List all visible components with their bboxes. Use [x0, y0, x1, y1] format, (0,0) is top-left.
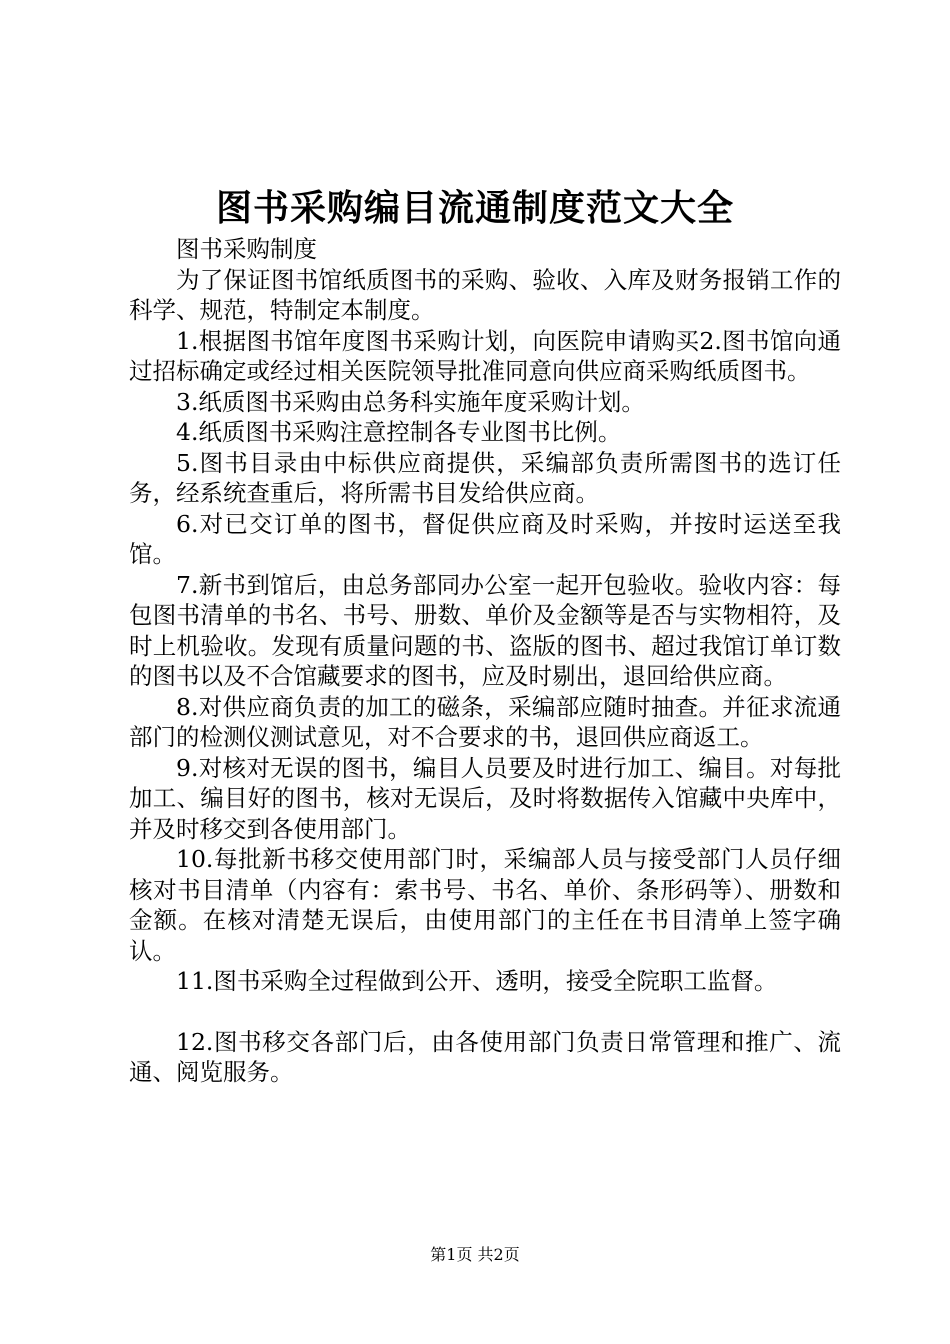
paragraph-item-7: 7.新书到馆后，由总务部同办公室一起开包验收。验收内容：每包图书清单的书名、书号、册数、单价及金额等是否与实物相符，及时上机验收。发现有质量问题的书、盗版的图书、超过我馆订单订数的图书以及不合馆藏要求的图书，应及时剔出，退回给供应商。 [129, 570, 841, 690]
paragraph-item-8: 8.对供应商负责的加工的磁条，采编部应随时抽查。并征求流通部门的检测仪测试意见，对不合要求的书，退回供应商返工。 [129, 692, 841, 751]
document-body [129, 234, 841, 1088]
paragraph-item-11: 11.图书采购全过程做到公开、透明，接受全院职工监督。 [176, 967, 778, 995]
page-number-footer: 第1页 共2页 [430, 1245, 520, 1264]
document-title: 图书采购编目流通制度范文大全 [215, 187, 734, 229]
paragraph-item-3: 3.纸质图书采购由总务科实施年度采购计划。 [176, 387, 645, 416]
paragraph-item-9: 9.对核对无误的图书，编目人员要及时进行加工、编目。对每批加工、编目好的图书，核对无误后，及时将数据传入馆藏中央库中，并及时移交到各使用部门。 [129, 753, 841, 843]
paragraph-item-5: 5.图书目录由中标供应商提供，采编部负责所需图书的选订任务，经系统查重后，将所需书目发给供应商。 [129, 448, 841, 507]
paragraph-item-1-2: 1.根据图书馆年度图书采购计划，向医院申请购买2.图书馆向通过招标确定或经过相关医院领导批准同意向供应商采购纸质图书。 [129, 326, 841, 385]
paragraph-intro: 为了保证图书馆纸质图书的采购、验收、入库及财务报销工作的科学、规范，特制定本制度。 [129, 265, 841, 324]
paragraph-item-10: 10.每批新书移交使用部门时，采编部人员与接受部门人员仔细核对书目清单（内容有：索书号、书名、单价、条形码等）、册数和金额。在核对清楚无误后，由使用部门的主任在书目清单上签字确认。 [129, 845, 841, 965]
paragraph-heading: 图书采购制度 [176, 235, 317, 263]
paragraph-item-12: 12.图书移交各部门后，由各使用部门负责日常管理和推广、流通、阅览服务。 [129, 1027, 841, 1086]
paragraph-item-6: 6.对已交订单的图书，督促供应商及时采购，并按时运送至我馆。 [129, 509, 841, 568]
paragraph-item-4: 4.纸质图书采购注意控制各专业图书比例。 [176, 418, 622, 446]
